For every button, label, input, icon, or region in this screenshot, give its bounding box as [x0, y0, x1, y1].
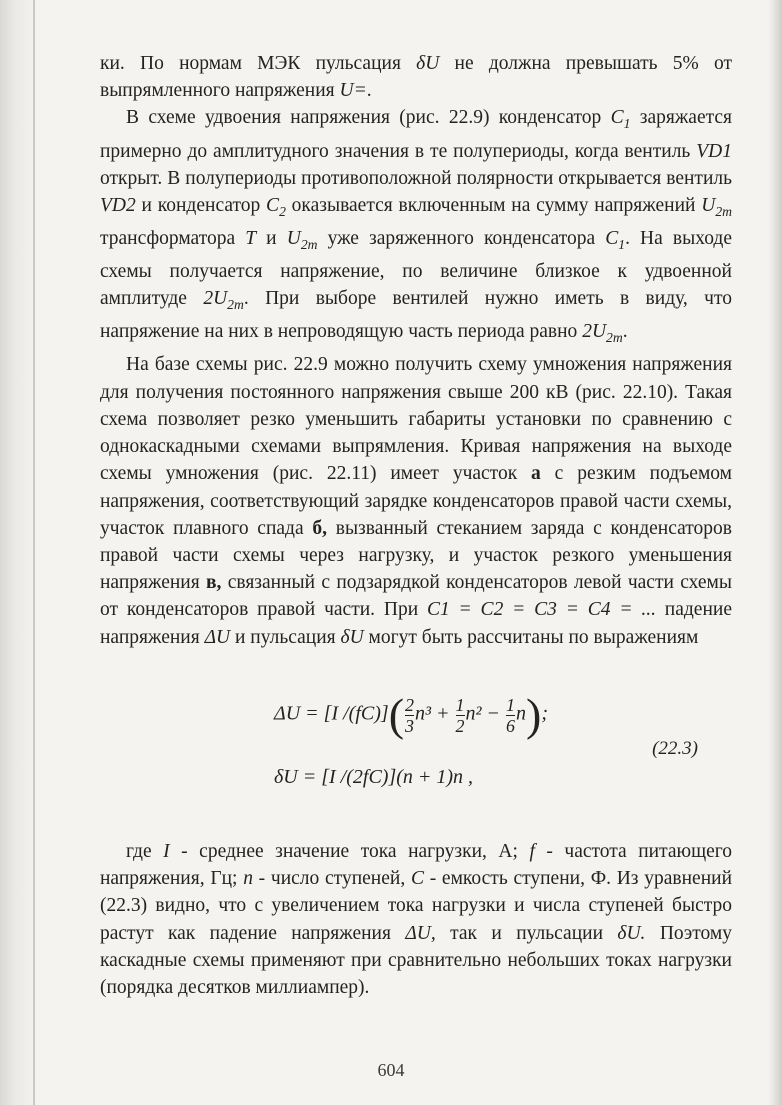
legend-text	[100, 838, 732, 1001]
formula-ripple: δU = [I /(2fC)](n + 1)n ,	[274, 766, 474, 788]
paragraph-continuation: ки. По нормам МЭК пульсация δU не должна превышать 5% от выпрямленного напряжения U=.	[100, 53, 732, 102]
right-paren: )	[526, 689, 542, 740]
fraction-2-3: $\frac{2}{3}$	[405, 694, 415, 736]
fraction-1-6: $\frac{1}{6}$	[506, 694, 516, 736]
main-text	[100, 50, 732, 651]
page-number: 604	[377, 1060, 405, 1080]
fraction-1-2: $\frac{1}{2}$	[455, 694, 465, 736]
scan-binding-line	[33, 0, 35, 1105]
capacitor-equality: C1 = C2 = C3 = C4 = ...	[426, 599, 656, 621]
formula-voltage-drop: ΔU = [I /(fC)]( $\frac{2}{3}$ n³ + $\frac{1}{2}$ n² − $\frac{1}{6}$ n);	[274, 689, 549, 740]
paragraph-legend: где I - среднее значение тока нагрузки, А; f - частота питающего напряжения, Гц; n - число ступеней, C - емкость ступени, Ф. Из уравнений (22.3) видно, что с увеличением тока нагрузки и числа ступеней быстро растут как падение напряжения ΔU, так и пульсации δU. Поэтому каскадные схемы применяют при сравнительно небольших токах нагрузки (порядка десятков миллиампер).	[100, 841, 733, 999]
scan-edge-right	[768, 0, 782, 1105]
paragraph-voltage-multiplier: На базе схемы рис. 22.9 можно получить схему умножения напряжения для получения постоянного напряжения свыше 200 кВ (рис. 22.10). Такая схема позволяет резко уменьшить габариты установки по сравнению с однокаскадными схемами выпрямления. Кривая напряжения на выходе схемы умножения (рис. 22.11) имеет участок а с резким подъемом напряжения, соответствующий зарядке конденсаторов правой части схемы, участок плавного спада б, вызванный стеканием заряда с конденсаторов правой части схемы через нагрузку, и участок резкого уменьшения напряжения в, связанный с подзарядкой конденсаторов левой части схемы от конденсаторов правой части. При C1 = C2 = C3 = C4 = ... падение напряжения ΔU и пульсация δU могут быть рассчитаны по выражениям	[100, 354, 733, 648]
formula-22-3	[100, 672, 732, 812]
left-paren: (	[388, 689, 405, 740]
paragraph-voltage-doubler: В схеме удвоения напряжения (рис. 22.9) конденсатор $C_1$ заряжается примерно до амплитудного значения в те полупериоды, когда вентиль VD1 открыт. В полупериоды противоположной полярности открывается вентиль VD2 и конденсатор $C_2$ оказывается включенным на сумму напряжений $U_{2m}$ трансформатора T и $U_{2m}$ уже заряженного конденсатора $C_1$. На выходе схемы получается напряжение, по величине близкое к удвоенной амплитуде $2U_{2m}$. При выборе вентилей нужно иметь в виду, что напряжение на них в непроводящую часть периода равно $2U_{2m}$.	[100, 107, 732, 346]
formula-number: (22.3)	[652, 738, 698, 759]
